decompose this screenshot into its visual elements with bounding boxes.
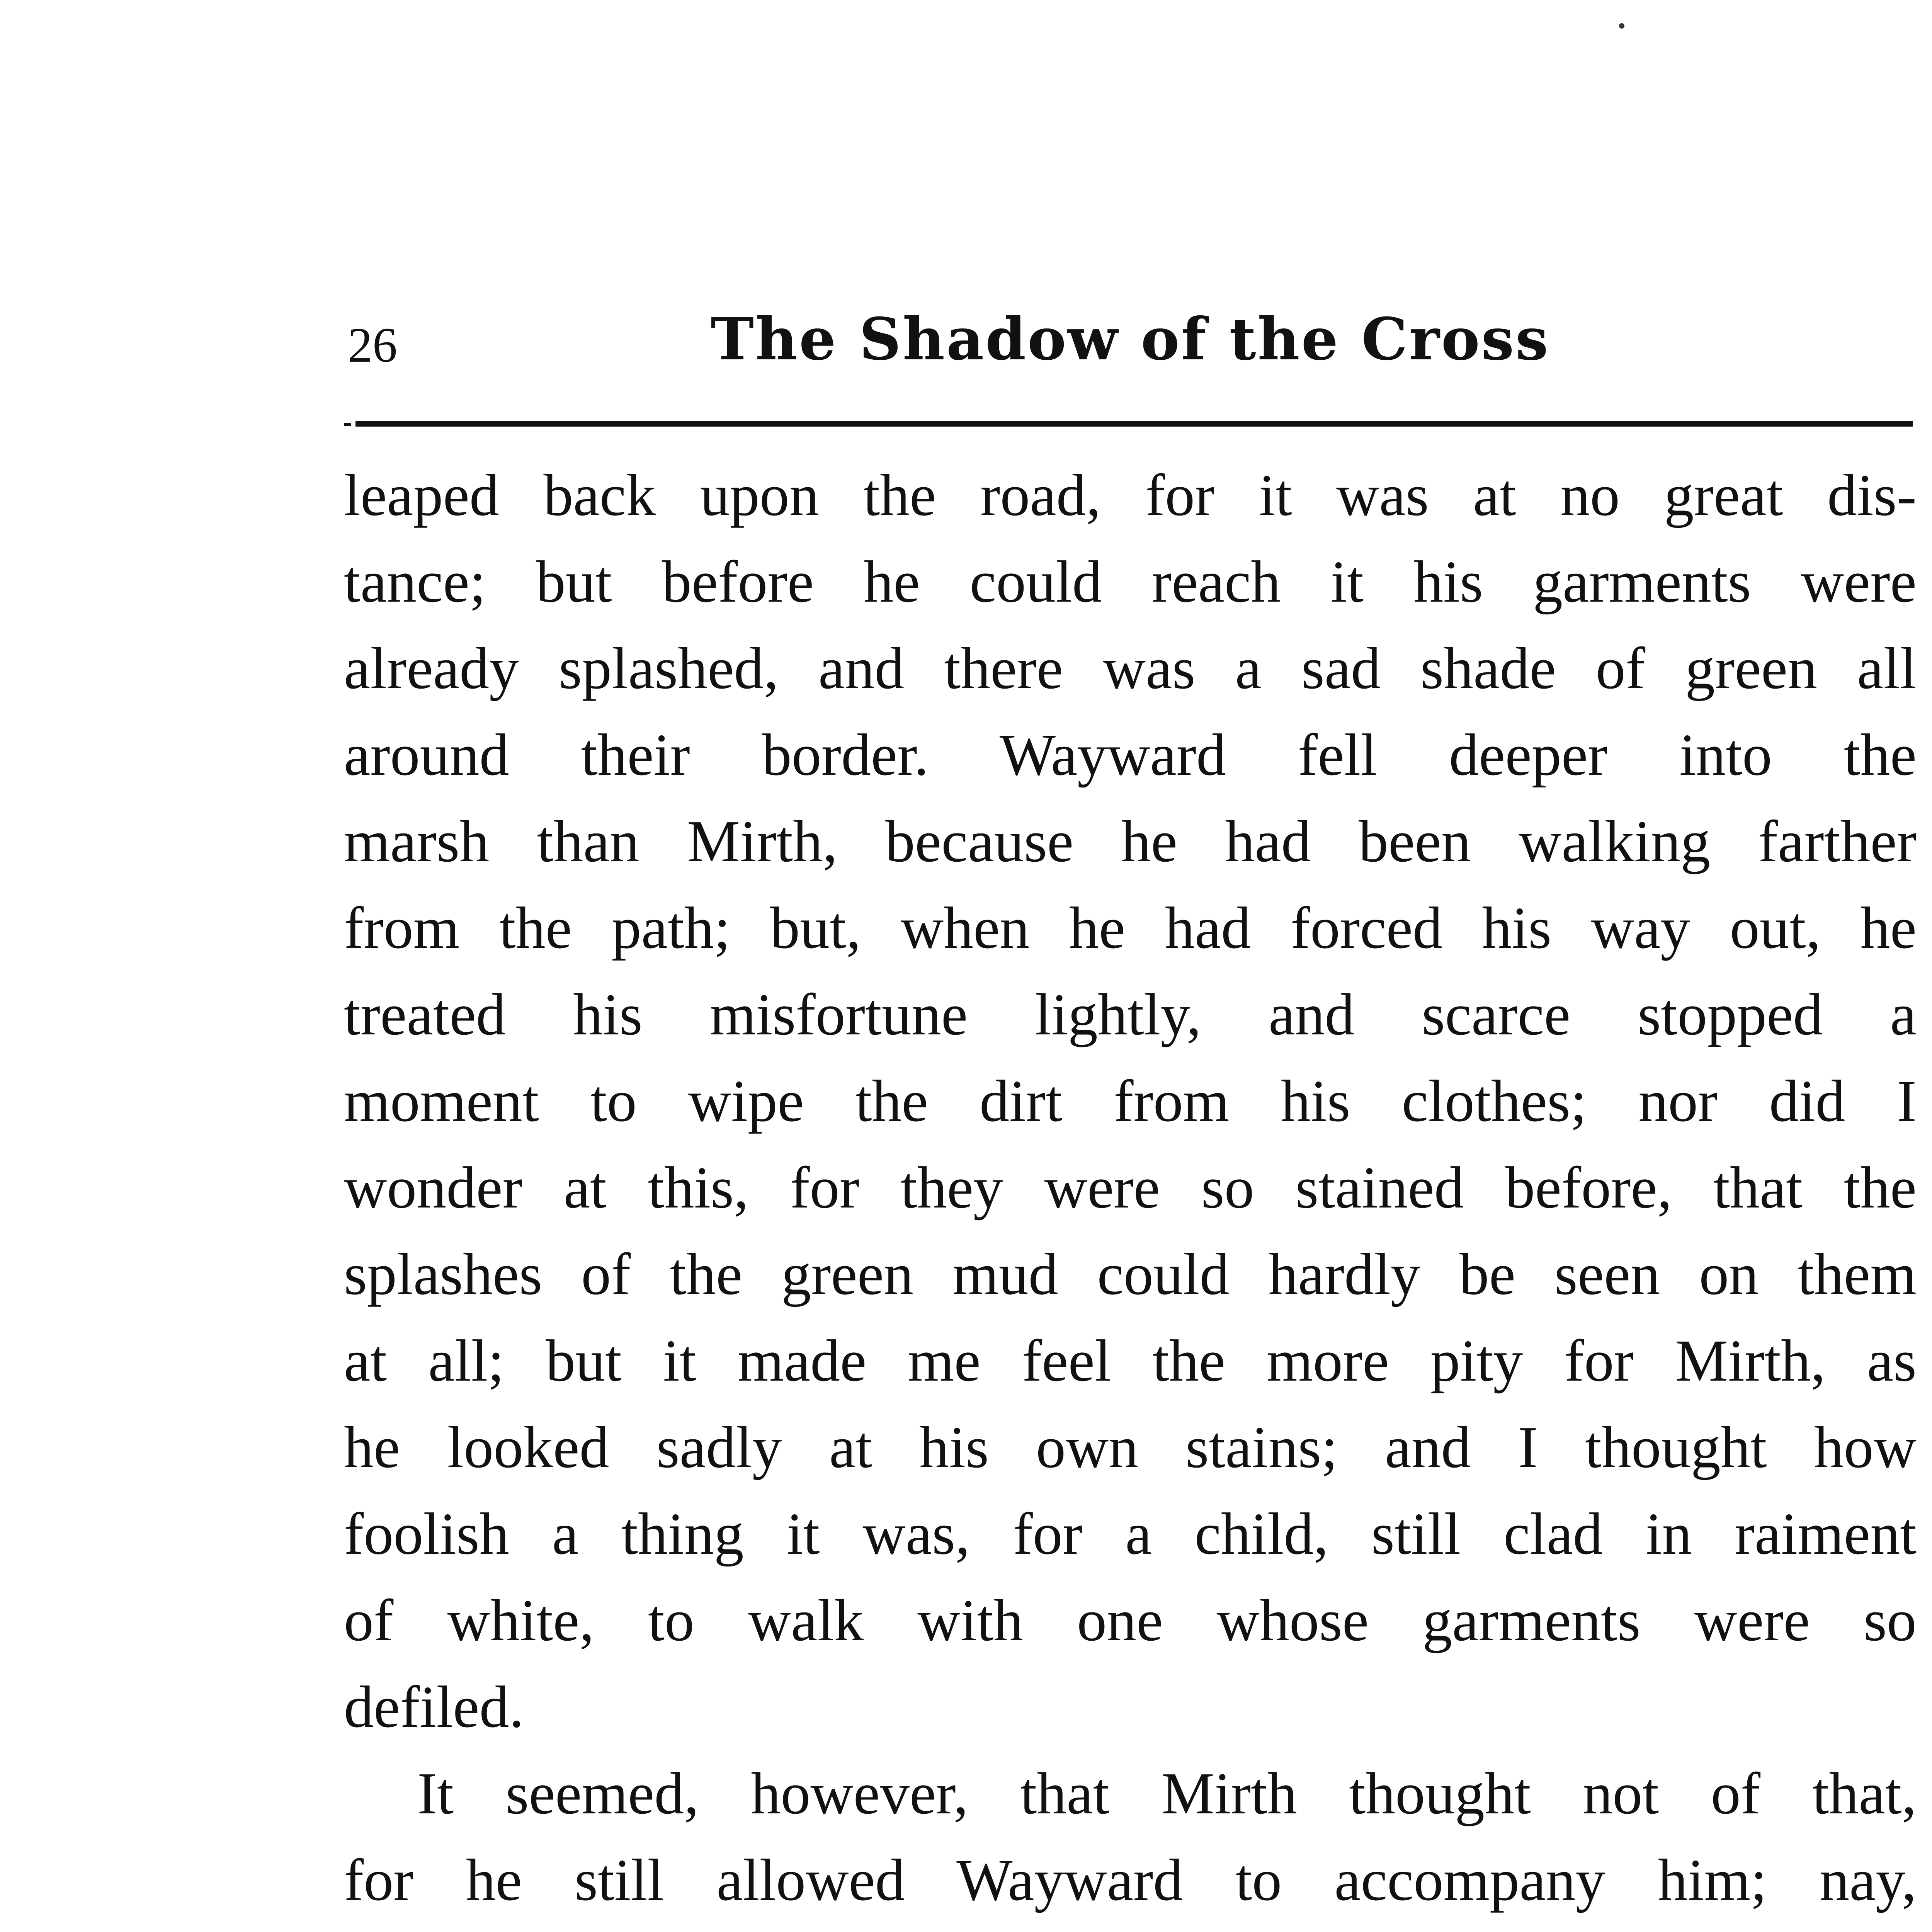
- running-title: The Shadow of the Cross: [711, 305, 1550, 373]
- text-line: wonder at this, for they were so stained before, that the: [344, 1155, 1917, 1221]
- text-line: treated his misfortune lightly, and scarce stopped a: [344, 982, 1917, 1048]
- text-line: of white, to walk with one whose garments were so: [344, 1588, 1917, 1653]
- rule-tick: [344, 423, 351, 426]
- text-line: moment to wipe the dirt from his clothes; nor did I: [344, 1068, 1917, 1134]
- body-text: [344, 452, 1917, 1932]
- text-line: splashes of the green mud could hardly be seen on them: [344, 1242, 1917, 1307]
- text-line: at all; but it made me feel the more pity for Mirth, as: [344, 1328, 1917, 1394]
- text-line: defiled.: [344, 1674, 524, 1740]
- text-line: for he still allowed Wayward to accompany him; nay,: [344, 1847, 1917, 1913]
- text-line: around their border. Wayward fell deeper into the: [344, 722, 1917, 788]
- text-line: already splashed, and there was a sad shade of green all: [344, 636, 1917, 701]
- page-number: 26: [348, 318, 397, 372]
- text-line: foolish a thing it was, for a child, still clad in raiment: [344, 1501, 1917, 1567]
- header-rule: [355, 421, 1913, 427]
- text-line: [344, 1923, 1917, 1932]
- text-line: from the path; but, when he had forced his way out, he: [344, 895, 1917, 961]
- paragraph-1: [344, 452, 1917, 1750]
- text-line: tance; but before he could reach it his garments were: [344, 549, 1917, 615]
- text-line: leaped back upon the road, for it was at no great dis-: [344, 463, 1917, 528]
- text-line: It seemed, however, that Mirth thought not of that,: [417, 1761, 1917, 1827]
- text-line: he looked sadly at his own stains; and I thought how: [344, 1415, 1917, 1480]
- text-line: marsh than Mirth, because he had been walking farther: [344, 809, 1917, 874]
- paragraph-2: [344, 1750, 1917, 1932]
- ink-speck: [1619, 23, 1624, 29]
- running-head: [348, 305, 1913, 383]
